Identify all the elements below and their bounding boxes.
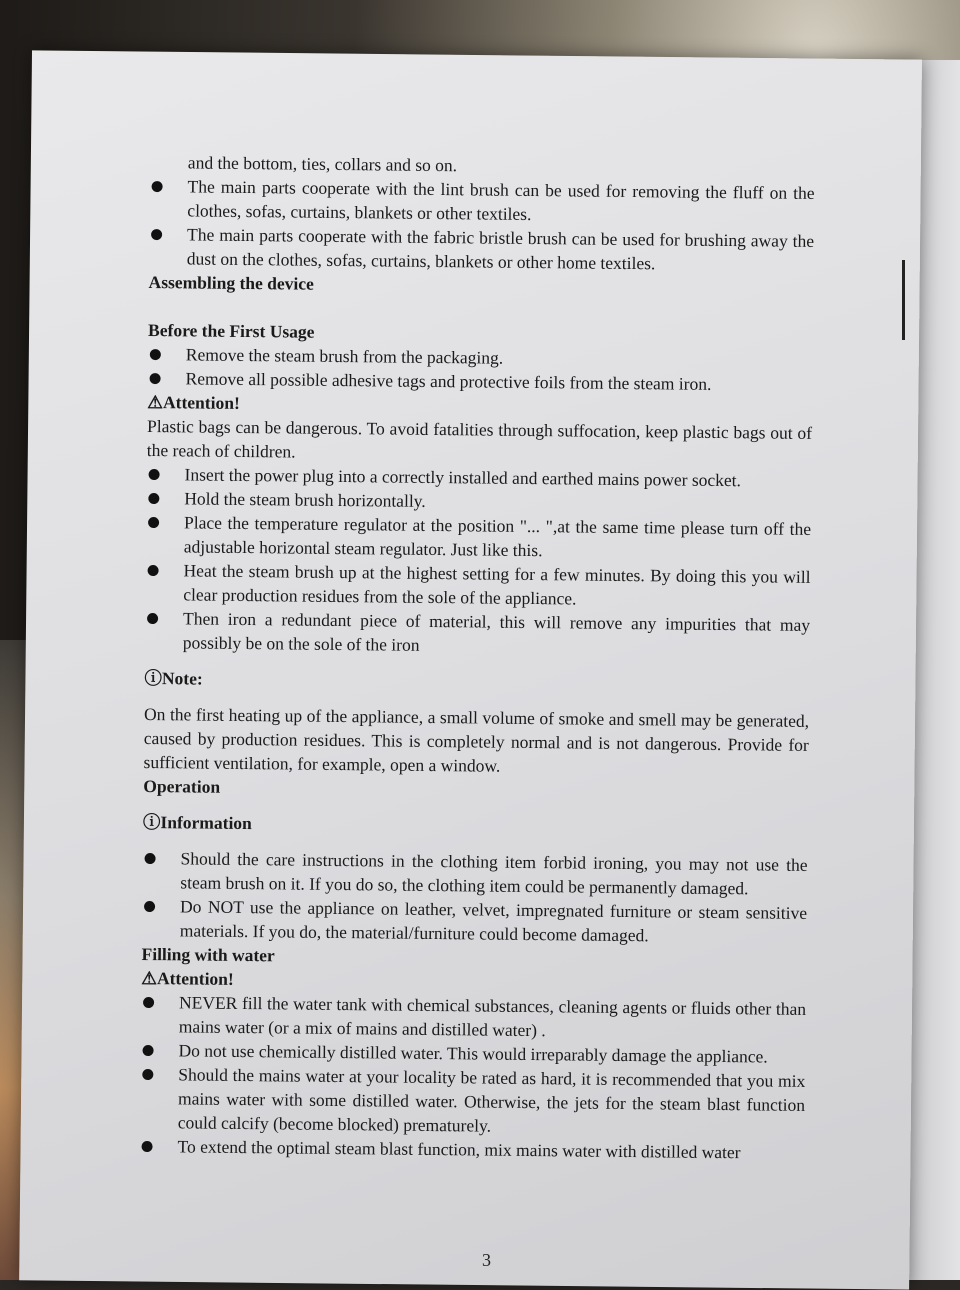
assembling-heading: Assembling the device [148, 271, 314, 294]
list-item: To extend the optimal steam blast function, mix mains water with distilled water [139, 1134, 804, 1165]
list-item: Heat the steam brush up at the highest setting for a few minutes. By doing this you will clear production residues from the sole of the appliance. [145, 558, 810, 613]
bullet-icon [145, 853, 156, 864]
note-text: On the first heating up of the appliance, a small volume of smoke and smell may be generated, caused by production residues. This is completely normal and is not dangerous. Provide for sufficient ventilation, for example, open a window. [143, 703, 810, 776]
list-item: Place the temperature regulator at the position "... ",at the same time please turn off the adjustable horizontal steam regulator. Just like this. [146, 510, 811, 565]
note-label: ⓘNote: [144, 667, 203, 689]
bullet-icon [143, 997, 154, 1008]
bullet-icon [142, 1141, 153, 1152]
lead-line: and the bottom, ties, collars and so on. [187, 152, 458, 176]
list-item: NEVER fill the water tank with chemical substances, cleaning agents or fluids other than mains water (or a mix of mains and distilled water) . [141, 990, 806, 1045]
attention-text: Plastic bags can be dangerous. To avoid fatalities through suffocation, keep plastic bags out of the reach of children. [146, 415, 813, 462]
bullet-icon [151, 229, 162, 240]
bullet-icon [149, 469, 160, 480]
list-item: Should the care instructions in the clothing item forbid ironing, you may not use the steam brush on it. If you do so, the clothing item could be permanently damaged. [142, 846, 807, 901]
bullet-icon [143, 1045, 154, 1056]
bullet-icon [150, 373, 161, 384]
list-item: Should the mains water at your locality be rated as hard, it is recommended that you mix mains water with some distilled water. Otherwise, the jets for the steam blast function could calcify (become blocked) prematurely. [140, 1062, 806, 1141]
bullet-icon [144, 901, 155, 912]
list-item: Then iron a redundant piece of material, this will remove any impurities that may possibly be on the sole of the iron [145, 606, 810, 661]
bullet-icon [148, 565, 159, 576]
page-content [139, 150, 815, 1165]
list-item: Remove all possible adhesive tags and protective foils from the steam iron. [147, 366, 812, 397]
bullet-icon [142, 1069, 153, 1080]
list-item: Hold the steam brush horizontally. [146, 486, 811, 517]
page-number: 3 [482, 1250, 491, 1270]
page-fold-mark [902, 260, 905, 340]
information-label: ⓘInformation [142, 811, 252, 834]
list-item: Do not use chemically distilled water. This would irreparably damage the appliance. [140, 1038, 805, 1069]
list-item: The main parts cooperate with the lint brush can be used for removing the fluff on the clothes, sofas, curtains, blankets or other textiles. [149, 174, 814, 229]
attention-label: ⚠Attention! [147, 391, 240, 413]
operation-heading: Operation [143, 775, 221, 797]
list-item: The main parts cooperate with the fabric bristle brush can be used for brushing away the dust on the clothes, sofas, curtains, blankets or other home textiles. [149, 222, 814, 277]
list-item: Insert the power plug into a correctly installed and earthed mains power socket. [146, 462, 811, 493]
bullet-icon [147, 613, 158, 624]
bullet-icon [150, 349, 161, 360]
filling-heading: Filling with water [141, 943, 275, 966]
list-item: Do NOT use the appliance on leather, velvet, impregnated furniture or steam sensitive materials. If you do, the material/furniture could become damaged. [142, 894, 807, 949]
bullet-icon [152, 181, 163, 192]
first-usage-heading: Before the First Usage [148, 319, 315, 342]
attention-label-2: ⚠Attention! [141, 967, 234, 989]
list-item: Remove the steam brush from the packaging. [148, 342, 813, 373]
bullet-icon [148, 517, 159, 528]
bullet-icon [148, 493, 159, 504]
